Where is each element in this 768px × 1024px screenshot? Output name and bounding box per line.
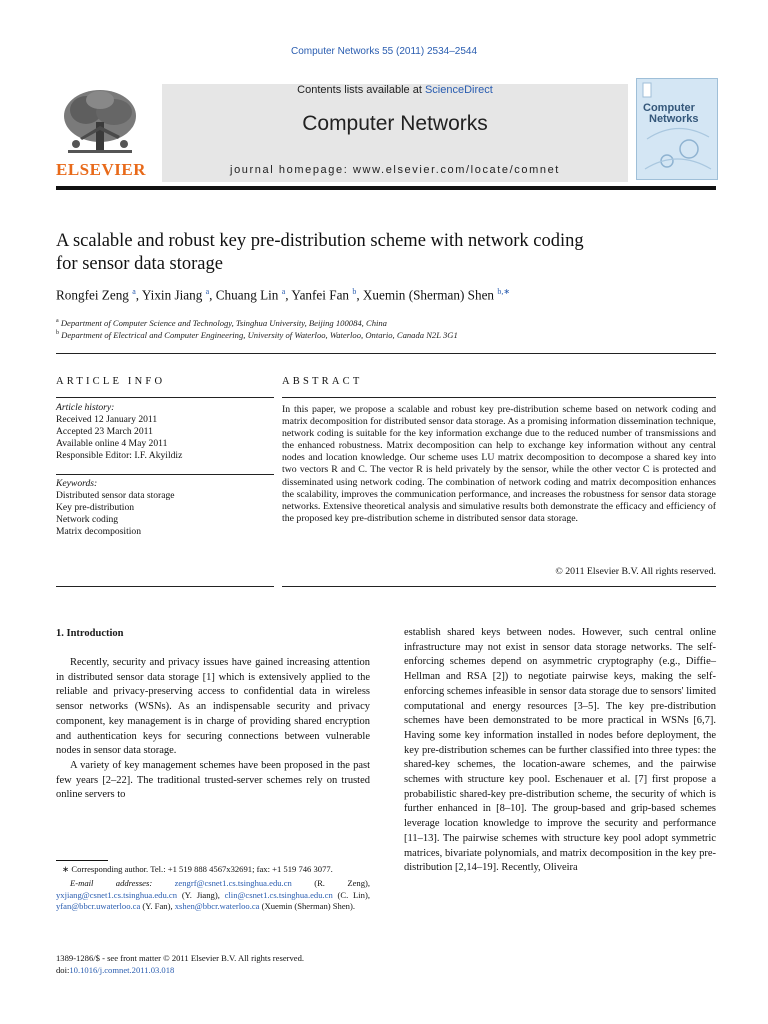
sciencedirect-link[interactable]: ScienceDirect [424,84,493,96]
publisher-wordmark: ELSEVIER [56,160,146,179]
keyword: Matrix decomposition [56,526,141,537]
responsible-editor: Responsible Editor: I.F. Akyildiz [56,450,183,461]
title-line2: for sensor data storage [56,254,223,274]
received-date: Received 12 January 2011 [56,414,158,425]
history-label: Article history: [56,402,115,413]
intro-paragraph-1: Recently, security and privacy issues have gained increasing attention in distributed sensor data storage [1] which is extensively applied to the reliable and privacy-preserving access to confidential data in wireless sensor networks (WSNs). As an indispensable security and privacy component, key management is in charge of providing shared encryption and authentication keys for securing connections between vulnerable nodes in sensor data storage. [56,657,370,757]
keyword: Key pre-distribution [56,502,135,513]
affiliation-a-text: Department of Computer Science and Technology, Tsinghua University, Beijing 100084, China [60,318,387,328]
affiliation-ref[interactable]: b [352,287,357,296]
email-link[interactable]: zengrf@csnet1.cs.tsinghua.edu.cn [174,878,292,889]
author-name: Rongfei Zeng [56,287,129,303]
body-column-left [56,656,370,803]
available-date: Available online 4 May 2011 [56,438,168,449]
article-info-heading: ARTICLE INFO [56,376,166,387]
affiliation-b-text: Department of Electrical and Computer Engineering, University of Waterloo, Waterloo, Ontario, Canada N2L 3G1 [61,330,458,340]
email-link[interactable]: clin@csnet1.cs.tsinghua.edu.cn [224,889,333,900]
intro-paragraph-continued: establish shared keys between nodes. However, such central online infrastructure may not exist in sensor data storage networks. The self-enforcing schemes depend on asymmetric cryptography (e.g., Diffie–Hellman and RSA [2]) to negotiate pairwise keys, making the self-enforcing schemes infeasible in sensor data storage due to sensors' limited computational and energy resources [3–5]. The key pre-distribution schemes have been demonstrated to be more practical in WSNs [6,7]. Having some key information installed in nodes before deployment, the key pre-distribution schemes can be further classified into three types: the shared-key schemes, the location-aware schemes, and the pairwise schemes with structure key pool. Eschenauer et al. [7] first propose a probabilistic shared-key pre-distribution scheme, the security of which is further enhanced in [8–10]. The group-based and grip-based schemes leverage location knowledge to improve the security and performance [11–13]. The pairwise schemes with structure key pool adopt symmetric matrices, bivariate polynomials, and matrix decomposition in the key pre-distribution [2,14–19]. Recently, Oliveira [404,627,716,874]
doi-link[interactable]: 10.1016/j.comnet.2011.03.018 [69,965,175,975]
issn-line: 1389-1286/$ - see front matter © 2011 Elsevier B.V. All rights reserved. [56,953,305,963]
info-rule-top [56,397,274,398]
email-owner: (Xuemin (Sherman) Shen). [259,900,355,911]
journal-citation[interactable]: Computer Networks 55 (2011) 2534–2544 [290,46,478,57]
section-heading-introduction: 1. Introduction [56,628,124,639]
affiliation-b-mark: b [56,330,59,337]
doi-prefix: doi: [56,965,70,975]
cover-title-line1: Computer [643,102,695,114]
footnote-rule [56,860,108,861]
author-name: Yanfei Fan [291,287,350,303]
title-rule [56,353,716,354]
email-owner: (Y. Jiang), [177,889,225,900]
keyword: Distributed sensor data storage [56,490,175,501]
email-link[interactable]: yfan@bbcr.uwaterloo.ca [56,900,141,911]
affiliation-ref[interactable]: a [281,287,286,296]
affiliation-ref[interactable]: a [205,287,210,296]
keywords-label: Keywords: [56,478,98,489]
abstract-heading: ABSTRACT [282,376,363,387]
doi-line [56,964,386,976]
affiliation-b [56,330,716,340]
author-name: Xuemin (Sherman) Shen [362,287,495,303]
intro-paragraph-2: A variety of key management schemes have been proposed in the past few years [2–22]. The traditional trusted-server schemes rely on trusted online servers to [56,759,370,801]
affiliation-a [56,318,716,328]
title-line1: A scalable and robust key pre-distribution scheme with network coding [56,231,584,251]
contents-line [162,84,628,96]
author-name: Chuang Lin [215,287,279,303]
corresponding-author-note: ∗ Corresponding author. Tel.: +1 519 888 4567x32691; fax: +1 519 746 3077. [62,864,333,874]
keyword: Network coding [56,514,119,525]
cover-art-icon [637,79,717,179]
email-owner: (Y. Fan), [140,900,175,911]
affiliation-a-mark: a [56,318,59,325]
abstract-text: In this paper, we propose a scalable and robust key pre-distribution scheme based on network coding and matrix decomposition for distributed sensor data storage. As a promising information dissemination technique, network coding is suitable for the key information exchange due to the reduced number of transmissions and the enhanced robustness. Matrix decomposition can help to exchange key information without any central nodes and location knowledge. Our scheme uses LU matrix decomposition to decompose a shared key into two vectors R and C. The vector R is held privately by the sensor, while the other vector C is protected and disseminated using network coding. The combination of network coding and matrix decomposition enhances the scalability, improves the communication performance, and increases the robustness for sensor data storage networks. Extensive theoretical analysis and simulative results both demonstrate the efficacy and efficiency of the proposed key pre-distribution scheme in distributed sensor data storage. [282,404,716,524]
affiliation-ref[interactable]: b,∗ [497,287,511,296]
abstract-rule-top [282,397,716,398]
abstract-copyright: © 2011 Elsevier B.V. All rights reserved. [555,566,716,577]
article-history [56,402,274,462]
email-addresses [56,878,370,912]
abstract-rule-bottom [282,586,716,587]
author-list: Rongfei Zeng $^a$, Yixin Jiang $^a$, Chuang Lin $^a$, Yanfei Fan $^b$, Xuemin (Sherman) Shen $^{b,∗}$ [56,287,511,303]
journal-homepage[interactable]: journal homepage: www.elsevier.com/locate/comnet [230,164,560,176]
email-label: E-mail addresses: [70,878,153,889]
info-rule-bottom [56,586,274,587]
body-column-right [404,626,716,876]
cover-title [643,103,699,125]
email-owner: (C. Lin), [332,889,370,900]
info-rule-mid [56,474,274,475]
accepted-date: Accepted 23 March 2011 [56,426,153,437]
email-link[interactable]: yxjiang@csnet1.cs.tsinghua.edu.cn [56,889,178,900]
contents-prefix: Contents lists available at [297,84,425,96]
keyword-list [56,478,274,538]
email-owner: (R. Zeng), [291,878,370,889]
footnotes [56,864,370,912]
affiliation-ref[interactable]: a [132,287,136,296]
author-name: Yixin Jiang [141,287,203,303]
cover-title-line2: Networks [649,113,699,125]
email-link[interactable]: xshen@bbcr.waterloo.ca [174,900,260,911]
journal-cover-thumbnail[interactable] [636,78,718,180]
article-title [56,230,716,276]
journal-name: Computer Networks [302,112,488,135]
header-rule [56,186,716,190]
issn-footer [56,952,386,976]
